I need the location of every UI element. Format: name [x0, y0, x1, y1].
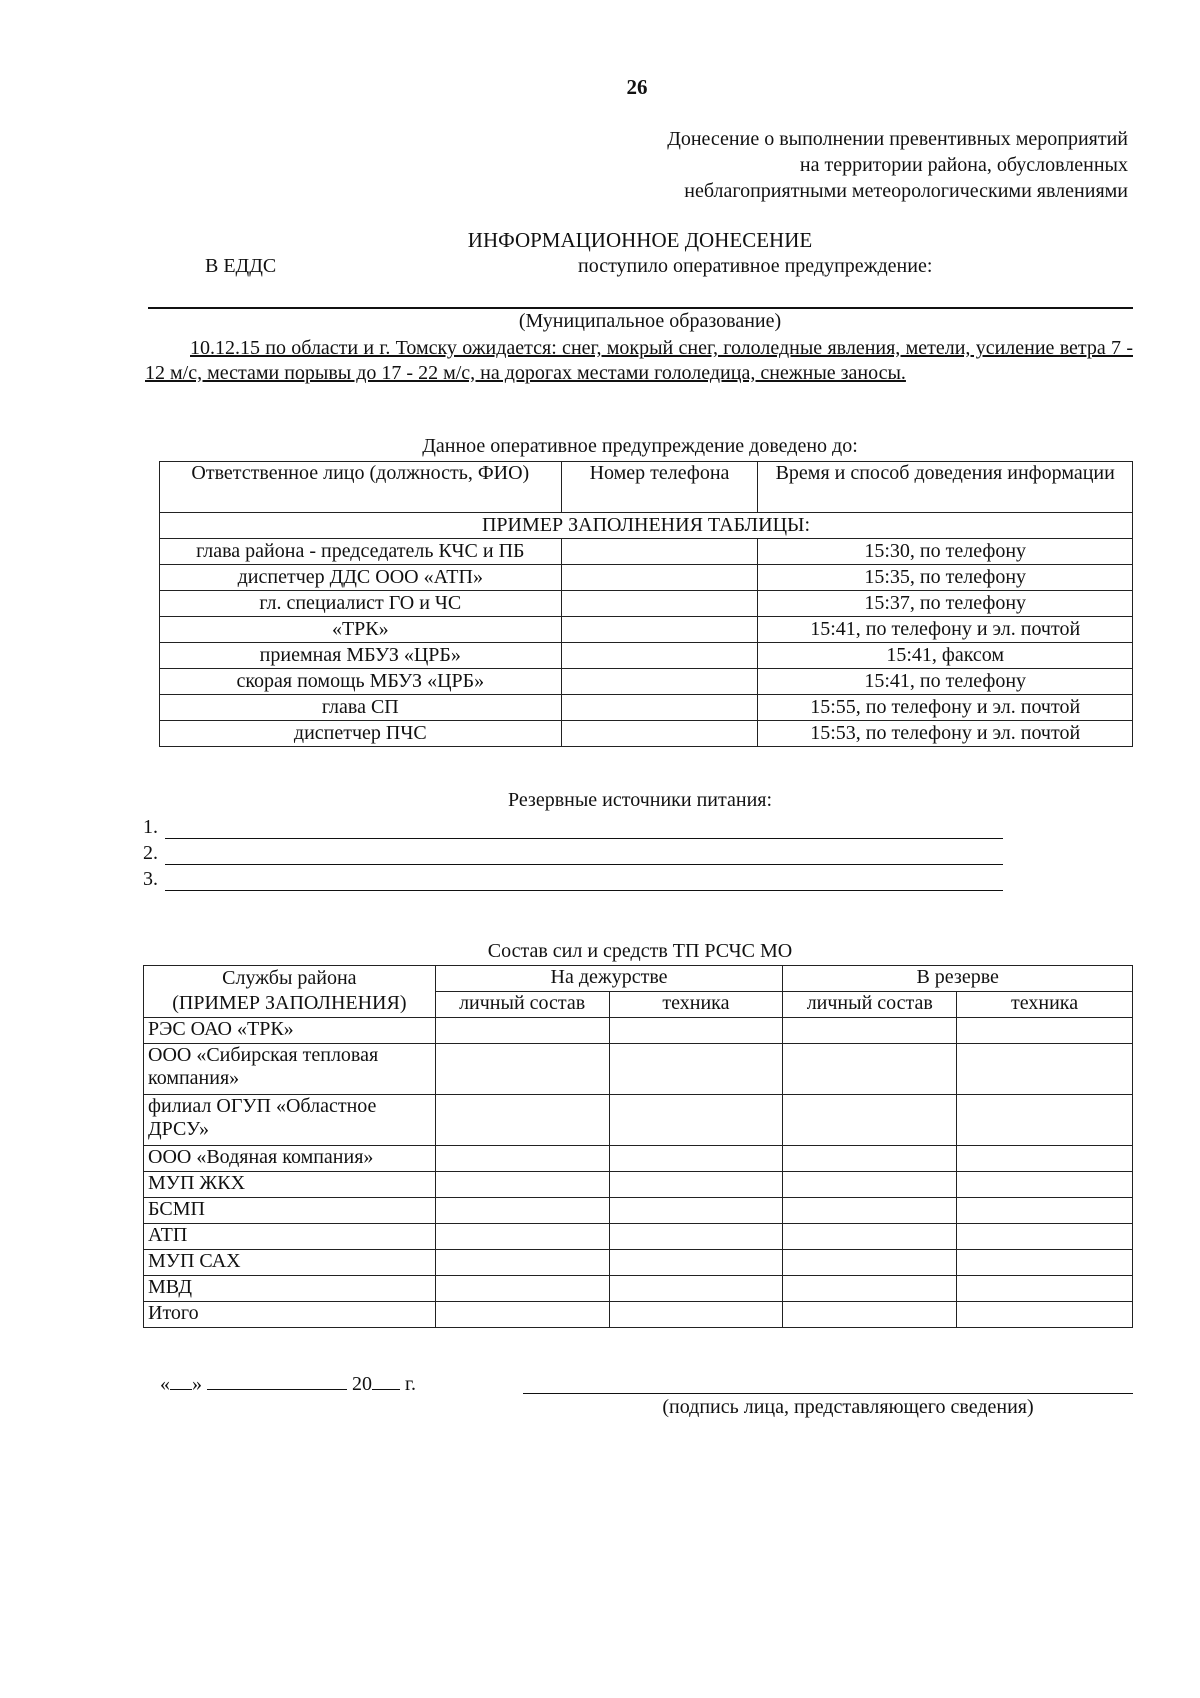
notify-cell-phone	[561, 617, 758, 643]
forces-row	[144, 1044, 1133, 1095]
forces-empty-cell	[435, 1198, 609, 1224]
forces-row	[144, 1172, 1133, 1198]
forces-empty-cell	[609, 1044, 783, 1095]
forces-empty-cell	[783, 1095, 957, 1146]
forces-empty-cell	[435, 1172, 609, 1198]
forces-empty-cell	[957, 1146, 1133, 1172]
forces-row	[144, 1276, 1133, 1302]
forces-empty-cell	[435, 1224, 609, 1250]
service-name: МУП САХ	[144, 1250, 436, 1276]
forces-empty-cell	[957, 1302, 1133, 1328]
forces-row	[144, 1198, 1133, 1224]
reserve-line	[143, 842, 1003, 867]
notify-cell-phone	[561, 721, 758, 747]
notify-cell-time: 15:41, по телефону	[758, 669, 1133, 695]
header-equipment: техника	[957, 992, 1133, 1018]
forces-empty-cell	[957, 1198, 1133, 1224]
service-name: Итого	[144, 1302, 436, 1328]
reserve-number: 1.	[143, 816, 158, 838]
header-on-duty: На дежурстве	[435, 966, 783, 992]
notify-row	[160, 591, 1133, 617]
forces-row	[144, 1302, 1133, 1328]
notify-cell-person: диспетчер ПЧС	[160, 721, 562, 747]
notify-row	[160, 565, 1133, 591]
notify-cell-time: 15:30, по телефону	[758, 539, 1133, 565]
document-header	[528, 126, 1128, 204]
forces-empty-cell	[435, 1146, 609, 1172]
forces-empty-cell	[435, 1018, 609, 1044]
forces-empty-cell	[609, 1224, 783, 1250]
header-personnel: личный состав	[783, 992, 957, 1018]
notify-table-header	[160, 462, 1133, 513]
notify-row	[160, 643, 1133, 669]
forces-empty-cell	[609, 1276, 783, 1302]
header-line: Донесение о выполнении превентивных мероприятий	[667, 128, 1128, 150]
notify-cell-person: приемная МБУЗ «ЦРБ»	[160, 643, 562, 669]
notify-table-caption: Данное оперативное предупреждение доведено до:	[422, 435, 858, 457]
municipality-line	[148, 307, 1133, 309]
forces-row	[144, 1146, 1133, 1172]
notify-cell-person: скорая помощь МБУЗ «ЦРБ»	[160, 669, 562, 695]
notify-cell-phone	[561, 643, 758, 669]
forces-empty-cell	[435, 1095, 609, 1146]
service-name: МВД	[144, 1276, 436, 1302]
service-name: АТП	[144, 1224, 436, 1250]
forces-empty-cell	[783, 1172, 957, 1198]
service-name: РЭС ОАО «ТРК»	[144, 1018, 436, 1044]
service-name: ООО «Сибирская тепловая компания»	[144, 1044, 436, 1095]
reserve-line	[143, 816, 1003, 841]
forces-empty-cell	[783, 1250, 957, 1276]
forces-empty-cell	[609, 1095, 783, 1146]
header-line: на территории района, обусловленных	[799, 154, 1128, 176]
forces-row	[144, 1250, 1133, 1276]
forces-empty-cell	[609, 1172, 783, 1198]
service-name: МУП ЖКХ	[144, 1172, 436, 1198]
forces-row	[144, 1018, 1133, 1044]
forces-empty-cell	[957, 1095, 1133, 1146]
header-time: Время и способ доведения информации	[758, 462, 1133, 513]
notify-row	[160, 617, 1133, 643]
service-name: филиал ОГУП «Областное ДРСУ»	[144, 1095, 436, 1146]
notify-cell-person: глава СП	[160, 695, 562, 721]
forces-empty-cell	[957, 1172, 1133, 1198]
example-label: ПРИМЕР ЗАПОЛНЕНИЯ ТАБЛИЦЫ:	[160, 513, 1133, 539]
header-equipment: техника	[609, 992, 783, 1018]
recipient-label: В ЕДДС	[205, 255, 277, 277]
notify-cell-phone	[561, 695, 758, 721]
forces-empty-cell	[783, 1276, 957, 1302]
forces-empty-cell	[435, 1250, 609, 1276]
forces-empty-cell	[783, 1018, 957, 1044]
forces-empty-cell	[435, 1044, 609, 1095]
warning-text: 10.12.15 по области и г. Томску ожидается: снег, мокрый снег, гололедные явления, метели, усиление ветра 7 - 12 м/с, местами порывы до 17 - 22 м/с, на дорогах местами гололедица, снежные заносы.	[145, 337, 1133, 384]
forces-empty-cell	[957, 1276, 1133, 1302]
notify-table	[159, 461, 1133, 747]
reserve-line	[143, 868, 1003, 893]
header-reserve: В резерве	[783, 966, 1133, 992]
forces-table-caption: Состав сил и средств ТП РСЧС МО	[487, 940, 793, 962]
forces-empty-cell	[957, 1224, 1133, 1250]
notify-cell-phone	[561, 669, 758, 695]
notify-cell-time: 15:53, по телефону и эл. почтой	[758, 721, 1133, 747]
forces-empty-cell	[783, 1198, 957, 1224]
received-label: поступило оперативное предупреждение:	[578, 255, 933, 277]
forces-row	[144, 1224, 1133, 1250]
notify-cell-time: 15:41, по телефону и эл. почтой	[758, 617, 1133, 643]
header-line: неблагоприятными метеорологическими явлениями	[684, 180, 1128, 202]
forces-empty-cell	[957, 1044, 1133, 1095]
notify-row	[160, 539, 1133, 565]
notify-row	[160, 695, 1133, 721]
notify-cell-phone	[561, 539, 758, 565]
forces-table	[143, 965, 1133, 1328]
forces-empty-cell	[435, 1302, 609, 1328]
signature-caption: (подпись лица, представляющего сведения)	[662, 1396, 1034, 1418]
notify-cell-phone	[561, 591, 758, 617]
forces-empty-cell	[783, 1224, 957, 1250]
forces-empty-cell	[957, 1250, 1133, 1276]
forces-empty-cell	[957, 1018, 1133, 1044]
reserve-number: 2.	[143, 842, 158, 864]
notify-cell-time: 15:41, факсом	[758, 643, 1133, 669]
header-personnel: личный состав	[435, 992, 609, 1018]
page-number: 26	[626, 75, 648, 99]
forces-empty-cell	[609, 1018, 783, 1044]
notify-cell-time: 15:55, по телефону и эл. почтой	[758, 695, 1133, 721]
forces-empty-cell	[435, 1276, 609, 1302]
notify-cell-time: 15:35, по телефону	[758, 565, 1133, 591]
reserve-power-caption: Резервные источники питания:	[507, 789, 773, 811]
notify-cell-time: 15:37, по телефону	[758, 591, 1133, 617]
notify-cell-person: «ТРК»	[160, 617, 562, 643]
forces-row	[144, 1095, 1133, 1146]
forces-empty-cell	[609, 1250, 783, 1276]
document-title: ИНФОРМАЦИОННОЕ ДОНЕСЕНИЕ	[467, 228, 813, 252]
forces-empty-cell	[609, 1198, 783, 1224]
municipality-caption: (Муниципальное образование)	[518, 310, 782, 332]
header-phone: Номер телефона	[561, 462, 758, 513]
reserve-number: 3.	[143, 868, 158, 890]
forces-empty-cell	[609, 1302, 783, 1328]
forces-empty-cell	[783, 1044, 957, 1095]
notify-row	[160, 721, 1133, 747]
forces-empty-cell	[609, 1146, 783, 1172]
service-name: БСМП	[144, 1198, 436, 1224]
forces-empty-cell	[783, 1302, 957, 1328]
notify-cell-person: глава района - председатель КЧС и ПБ	[160, 539, 562, 565]
notify-cell-person: диспетчер ДДС ООО «АТП»	[160, 565, 562, 591]
notify-row	[160, 669, 1133, 695]
notify-cell-phone	[561, 565, 758, 591]
forces-empty-cell	[783, 1146, 957, 1172]
header-person: Ответственное лицо (должность, ФИО)	[160, 462, 562, 513]
signature-line	[523, 1393, 1133, 1394]
header-services: Службы района (ПРИМЕР ЗАПОЛНЕНИЯ)	[144, 966, 436, 1018]
signature-date: « » 20 г.	[160, 1373, 416, 1395]
service-name: ООО «Водяная компания»	[144, 1146, 436, 1172]
notify-cell-person: гл. специалист ГО и ЧС	[160, 591, 562, 617]
